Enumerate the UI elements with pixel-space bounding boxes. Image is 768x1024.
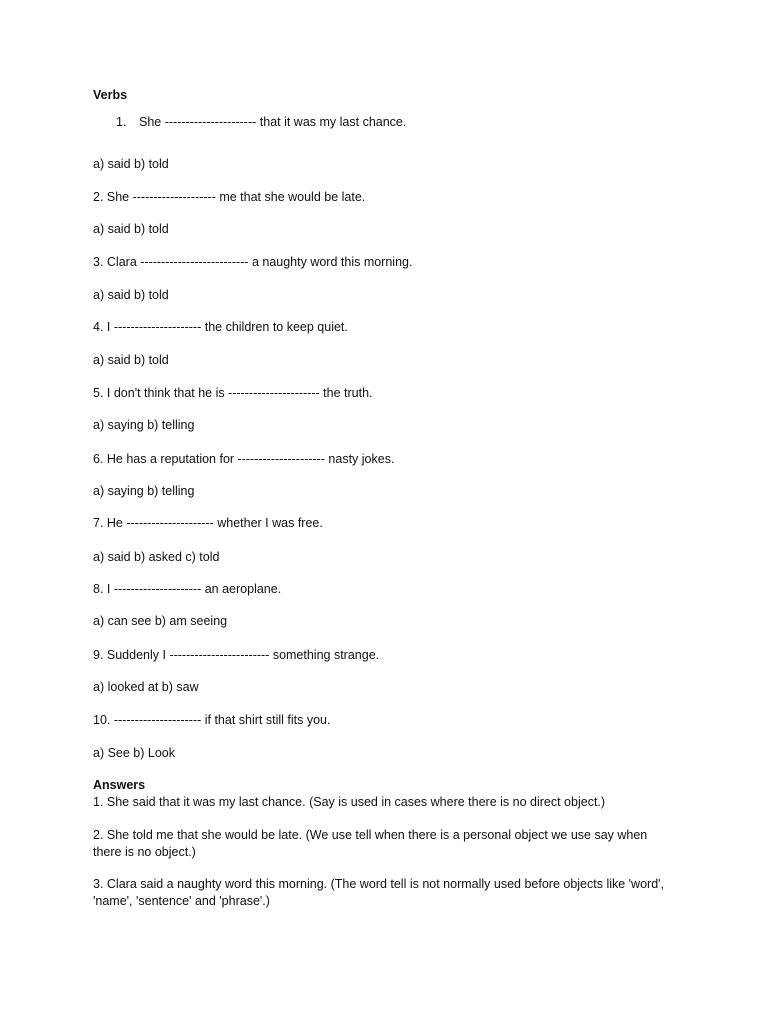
page-title: Verbs xyxy=(93,88,128,102)
question-10-options: a) See b) Look xyxy=(93,746,175,760)
question-3-options: a) said b) told xyxy=(93,288,169,302)
answer-1: 1. She said that it was my last chance. (Say is used in cases where there is no direct object.) xyxy=(93,795,606,809)
question-10-text: 10. --------------------- if that shirt still fits you. xyxy=(93,713,331,727)
question-6-options: a) saying b) telling xyxy=(93,484,195,498)
question-8-options: a) can see b) am seeing xyxy=(93,614,228,628)
question-1-text: She ---------------------- that it was my last chance. xyxy=(139,115,407,129)
question-4-options: a) said b) told xyxy=(93,353,169,367)
question-8-text: 8. I --------------------- an aeroplane. xyxy=(93,582,282,596)
question-9-options: a) looked at b) saw xyxy=(93,680,199,694)
question-7-text: 7. He --------------------- whether I was free. xyxy=(93,516,323,530)
question-1 xyxy=(116,114,406,131)
answers-heading: Answers xyxy=(93,778,146,792)
question-3-text: 3. Clara -------------------------- a naughty word this morning. xyxy=(93,255,413,269)
question-9-text: 9. Suddenly I ------------------------ something strange. xyxy=(93,648,380,662)
question-5-options: a) saying b) telling xyxy=(93,418,195,432)
question-5-text: 5. I don't think that he is ---------------------- the truth. xyxy=(93,386,373,400)
question-4-text: 4. I --------------------- the children to keep quiet. xyxy=(93,320,348,334)
question-2-text: 2. She -------------------- me that she would be late. xyxy=(93,190,366,204)
document-page xyxy=(93,0,678,1024)
question-2-options: a) said b) told xyxy=(93,222,169,236)
answer-3: 3. Clara said a naughty word this morning. (The word tell is not normally used before objects like 'word', 'name', 'sentence' and 'phrase'.) xyxy=(93,877,665,908)
question-1-number: 1. xyxy=(116,115,127,129)
question-1-options: a) said b) told xyxy=(93,157,169,171)
answer-2: 2. She told me that she would be late. (We use tell when there is a personal object we use say when there is no object.) xyxy=(93,828,648,859)
question-6-text: 6. He has a reputation for --------------------- nasty jokes. xyxy=(93,452,395,466)
question-7-options: a) said b) asked c) told xyxy=(93,550,220,564)
